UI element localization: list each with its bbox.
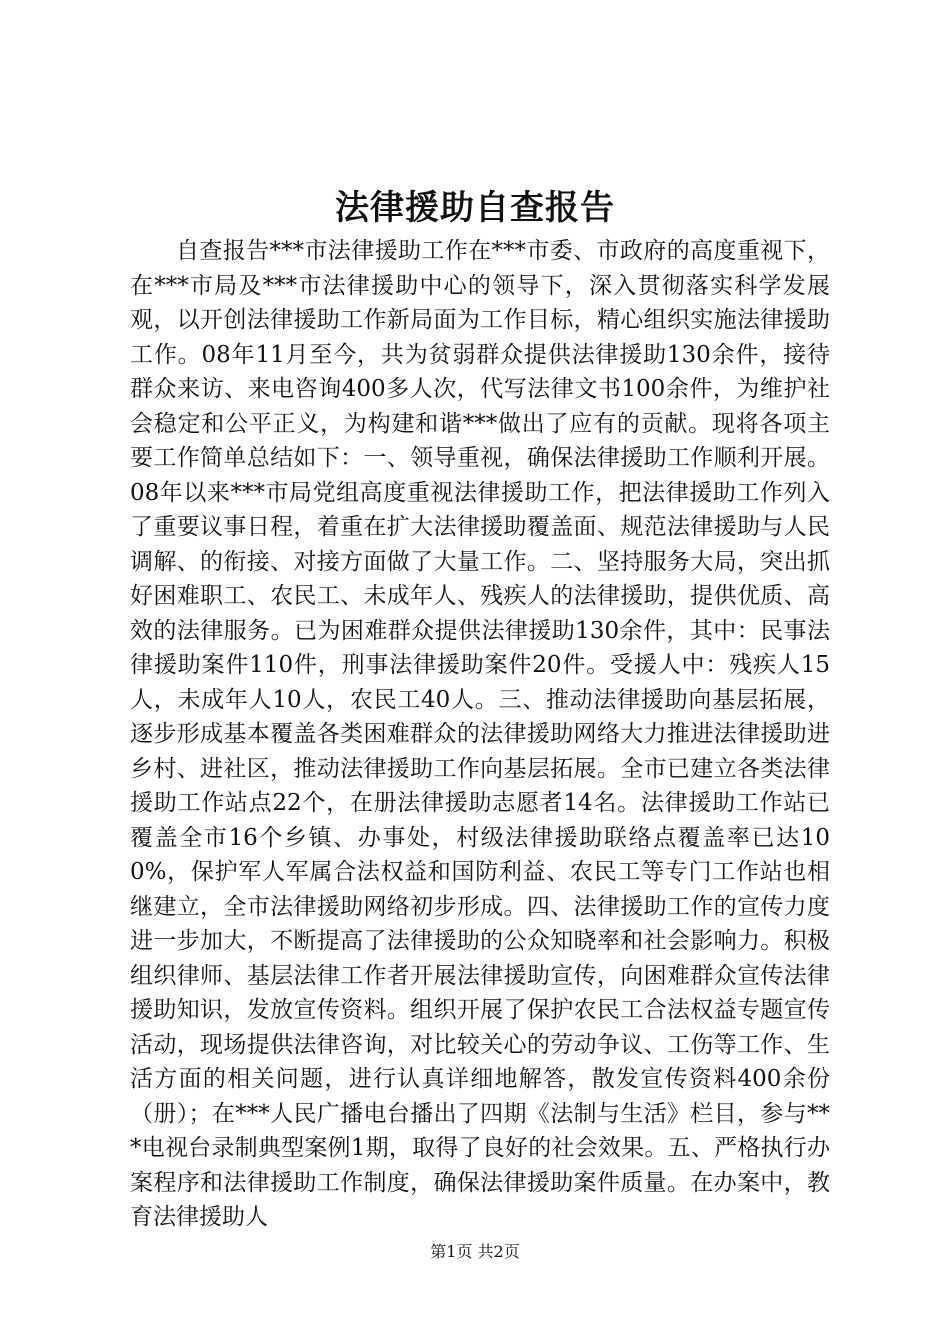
document-body: 自查报告***市法律援助工作在***市委、市政府的高度重视下，在***市局及***市法律援助中心的领导下，深入贯彻落实科学发展观，以开创法律援助工作新局面为工作目标，精心组织实施法律援助工作。08年11月至今，共为贫弱群众提供法律援助130余件，接待群众来访、来电咨询400多人次，代写法律文书100余件，为维护社会稳定和公平正义，为构建和谐***做出了应有的贡献。现将各项主要工作简单总结如下：一、领导重视，确保法律援助工作顺利开展。08年以来***市局党组高度重视法律援助工作，把法律援助工作列入了重要议事日程，着重在扩大法律援助覆盖面、规范法律援助与人民调解、的衔接、对接方面做了大量工作。二、坚持服务大局，突出抓好困难职工、农民工、未成年人、残疾人的法律援助，提供优质、高效的法律服务。已为困难群众提供法律援助130余件，其中：民事法律援助案件110件，刑事法律援助案件20件。受援人中：残疾人15人，未成年人10人，农民工40人。三、推动法律援助向基层拓展，逐步形成基本覆盖各类困难群众的法律援助网络大力推进法律援助进乡村、进社区，推动法律援助工作向基层拓展。全市已建立各类法律援助工作站点22个，在册法律援助志愿者14名。法律援助工作站已覆盖全市16个乡镇、办事处，村级法律援助联络点覆盖率已达100%，保护军人军属合法权益和国防利益、农民工等专门工作站也相继建立，全市法律援助网络初步形成。四、法律援助工作的宣传力度进一步加大，不断提高了法律援助的公众知晓率和社会影响力。积极组织律师、基层法律工作者开展法律援助宣传，向困难群众宣传法律援助知识，发放宣传资料。组织开展了保护农民工合法权益专题宣传活动，现场提供法律咨询，对比较关心的劳动争议、工伤等工作、生活方面的相关问题，进行认真详细地解答，散发宣传资料400余份（册）；在***人民广播电台播出了四期《法制与生活》栏目，参与***电视台录制典型案例1期，取得了良好的社会效果。五、严格执行办案程序和法律援助工作制度，确保法律援助案件质量。在办案中，教育法律援助人 (130, 238, 830, 1230)
document-title: 法律援助自查报告 (335, 188, 615, 228)
page-footer: 第1页 共2页 (430, 1242, 520, 1261)
